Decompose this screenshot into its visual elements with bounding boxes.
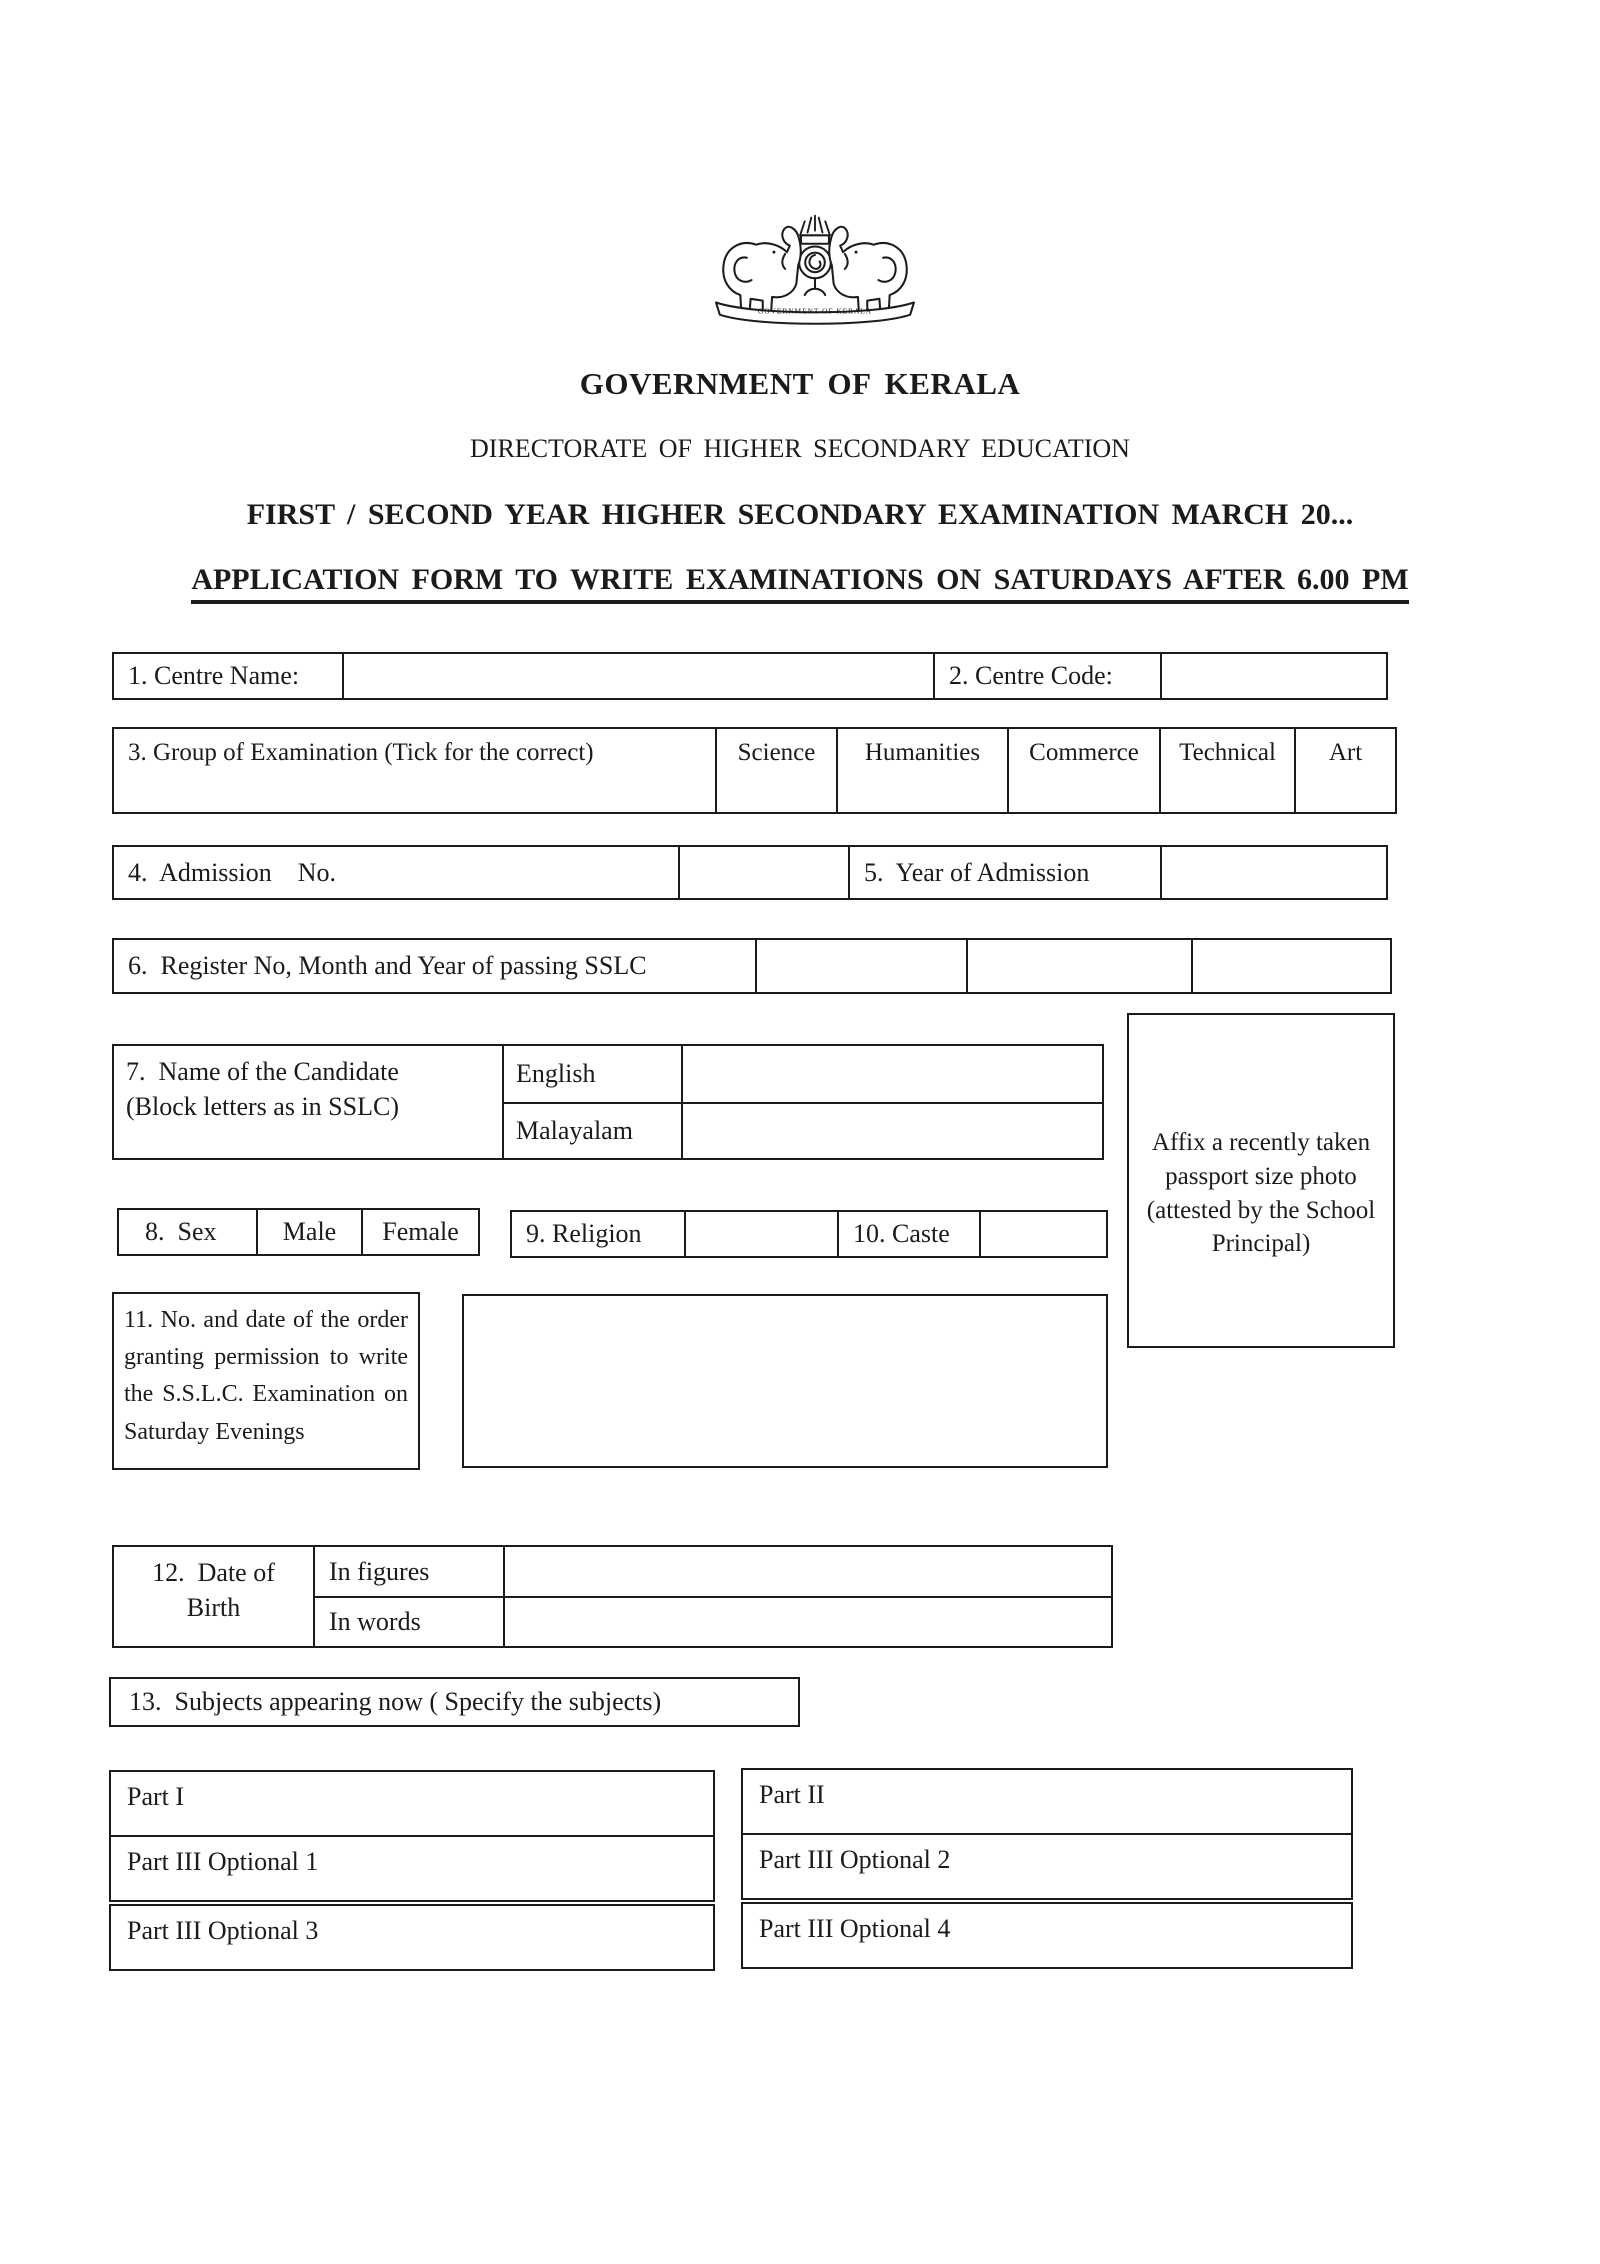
part-3-optional-1-input[interactable]: Part III Optional 1 <box>109 1835 715 1902</box>
kerala-state-emblem-icon <box>700 198 930 338</box>
religion-caste-row <box>510 1210 1108 1258</box>
sex-row <box>117 1208 480 1256</box>
sex-label: 8. Sex <box>119 1210 258 1254</box>
candidate-name-label-line2: (Block letters as in SSLC) <box>126 1092 399 1122</box>
candidate-malayalam-input[interactable] <box>683 1104 1102 1158</box>
dob-in-figures-input[interactable] <box>505 1547 1111 1598</box>
religion-input[interactable] <box>686 1212 839 1256</box>
group-option-technical[interactable]: Technical <box>1161 729 1296 812</box>
part-3-optional-4-input[interactable]: Part III Optional 4 <box>741 1902 1353 1969</box>
candidate-name-label <box>114 1046 504 1158</box>
candidate-english-label: English <box>504 1046 683 1104</box>
dob-label-line1: 12. Date of <box>152 1558 275 1587</box>
sslc-label: 6. Register No, Month and Year of passing SSLC <box>114 940 757 992</box>
admission-row <box>112 845 1388 900</box>
emblem-banner-text: GOVERNMENT OF KERALA <box>757 306 873 316</box>
group-option-humanities[interactable]: Humanities <box>838 729 1009 812</box>
photo-affix-box[interactable]: Affix a recently taken passport size photo (attested by the School Principal) <box>1127 1013 1395 1348</box>
centre-name-input[interactable] <box>344 654 935 698</box>
sslc-month-input[interactable] <box>968 940 1193 992</box>
candidate-malayalam-label: Malayalam <box>504 1104 683 1158</box>
centre-name-label: 1. Centre Name: <box>114 654 344 698</box>
sslc-row <box>112 938 1392 994</box>
religion-label: 9. Religion <box>512 1212 686 1256</box>
order-permission-input[interactable] <box>462 1294 1108 1468</box>
admission-no-input[interactable] <box>680 847 850 898</box>
centre-code-label: 2. Centre Code: <box>935 654 1162 698</box>
centre-row <box>112 652 1388 700</box>
caste-input[interactable] <box>981 1212 1106 1256</box>
part-1-input[interactable]: Part I <box>109 1770 715 1837</box>
candidate-name-label-line1: 7. Name of the Candidate <box>126 1057 399 1086</box>
parts-table-left <box>109 1770 715 1971</box>
sslc-register-no-input[interactable] <box>757 940 968 992</box>
group-option-science[interactable]: Science <box>717 729 838 812</box>
dob-in-figures-label: In figures <box>315 1547 505 1598</box>
sex-female-option[interactable]: Female <box>382 1217 459 1246</box>
group-option-commerce[interactable]: Commerce <box>1009 729 1161 812</box>
dob-label-line2: Birth <box>186 1593 241 1623</box>
dob-in-words-label: In words <box>315 1598 505 1646</box>
part-2-input[interactable]: Part II <box>741 1768 1353 1835</box>
dob-label <box>114 1547 315 1646</box>
year-of-admission-input[interactable] <box>1162 847 1386 898</box>
year-of-admission-label: 5. Year of Admission <box>850 847 1162 898</box>
date-of-birth-row <box>112 1545 1113 1648</box>
form-title-underlined-text: APPLICATION FORM TO WRITE EXAMINATIONS ON SATURDAYS AFTER 6.00 PM <box>191 563 1408 604</box>
group-option-art[interactable]: Art <box>1328 739 1363 766</box>
candidate-name-row <box>112 1044 1104 1160</box>
sslc-year-input[interactable] <box>1193 940 1390 992</box>
part-3-optional-2-input[interactable]: Part III Optional 2 <box>741 1833 1353 1900</box>
form-title-heading <box>0 563 1600 604</box>
sex-male-option[interactable]: Male <box>258 1210 363 1254</box>
group-of-examination-row <box>112 727 1397 814</box>
parts-table-right <box>741 1768 1353 1969</box>
examination-heading: FIRST / SECOND YEAR HIGHER SECONDARY EXAMINATION MARCH 20... <box>246 498 1354 531</box>
dob-in-words-input[interactable] <box>505 1598 1111 1646</box>
part-3-optional-3-input[interactable]: Part III Optional 3 <box>109 1904 715 1971</box>
admission-no-label: 4. Admission No. <box>114 847 680 898</box>
government-of-kerala-heading: GOVERNMENT OF KERALA <box>579 366 1021 401</box>
centre-code-input[interactable] <box>1162 654 1386 698</box>
caste-label: 10. Caste <box>839 1212 981 1256</box>
order-permission-label: 11. No. and date of the order granting permission to write the S.S.L.C. Examination on Saturday Evenings <box>112 1292 420 1470</box>
candidate-english-input[interactable] <box>683 1046 1102 1104</box>
subjects-appearing-label: 13. Subjects appearing now ( Specify the subjects) <box>109 1677 800 1727</box>
group-label: 3. Group of Examination (Tick for the correct) <box>114 729 717 812</box>
directorate-heading: DIRECTORATE OF HIGHER SECONDARY EDUCATION <box>470 434 1130 463</box>
